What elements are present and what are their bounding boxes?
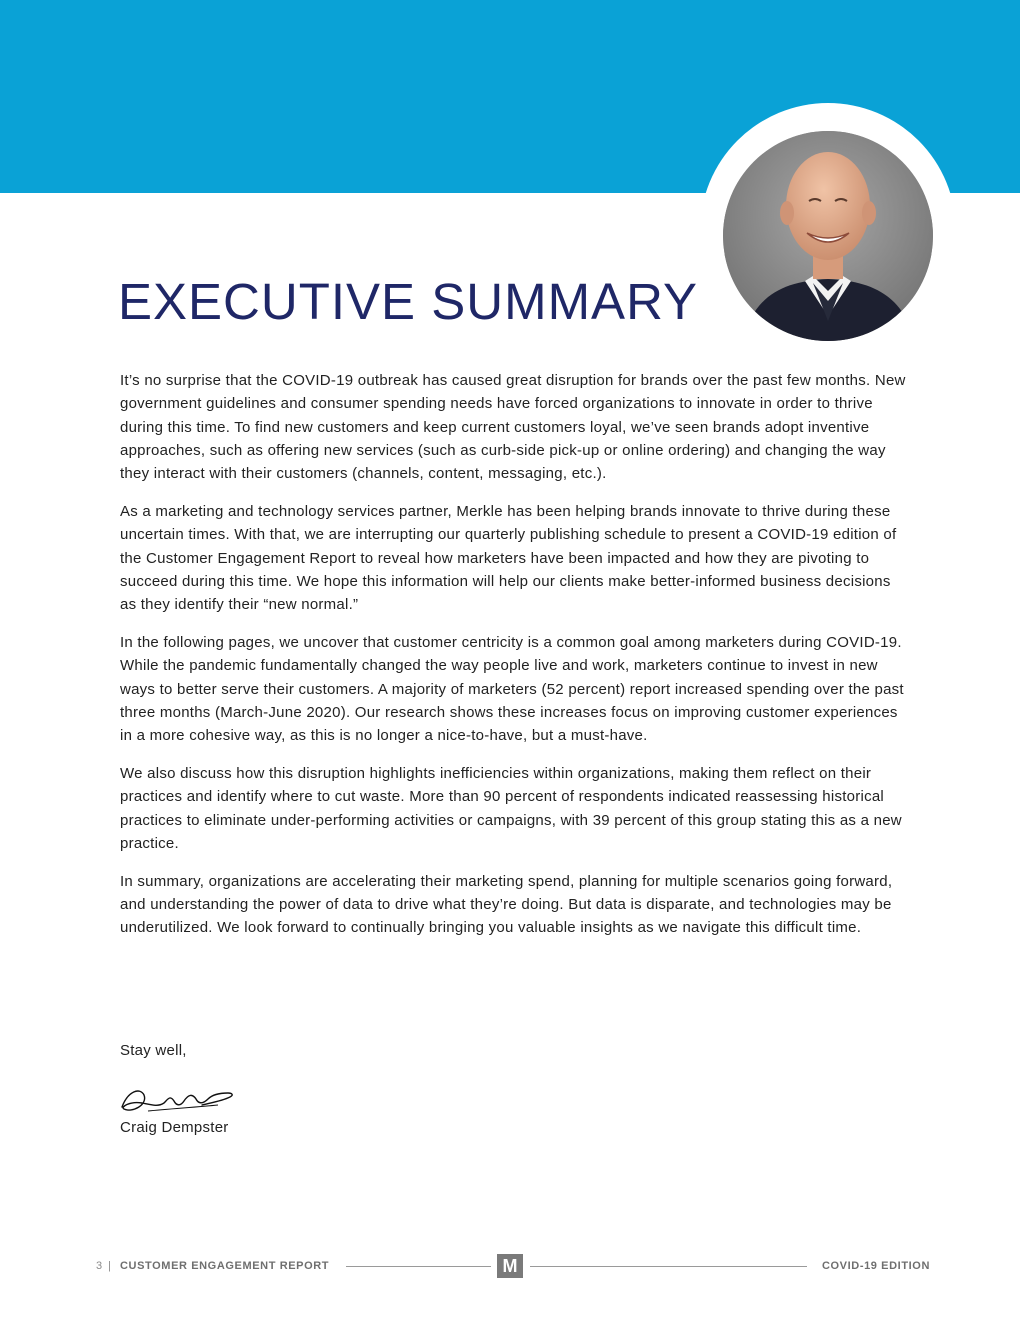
edition-label: COVID-19 EDITION bbox=[821, 1260, 930, 1272]
paragraph: It’s no surprise that the COVID-19 outbreak has caused great disruption for brands over the past few months. New government guidelines and consumer spending needs have forced organizations to innovate in order to thrive during this time. To find new customers and keep current customers loyal, we’ve seen brands adopt inventive approaches, such as offering new services (such as curb-side pick-up or online ordering) and changing the way they interact with their customers (channels, content, messaging, etc.). bbox=[120, 372, 906, 483]
paragraph: We also discuss how this disruption highlights inefficiencies within organizations, making them reflect on their practices and identify where to cut waste. More than 90 percent of respondents indicated reassessing historical practices to eliminate under-performing activities or campaigns, with 39 percent of this group stating this as a new practice. bbox=[120, 764, 902, 852]
author-portrait bbox=[723, 131, 933, 341]
footer-separator: | bbox=[108, 1260, 111, 1272]
signature bbox=[118, 1083, 240, 1119]
paragraph: In summary, organizations are accelerating their marketing spend, planning for multiple scenarios going forward, and understanding the power of data to drive what they’re doing. But data is disparate, and technologies may be underutilized. We look forward to continually bringing you valuable insights as we navigate this difficult time. bbox=[120, 872, 893, 937]
sign-off: Stay well, bbox=[120, 1042, 187, 1059]
footer-rule-right bbox=[530, 1266, 807, 1267]
page-title: EXECUTIVE SUMMARY bbox=[118, 273, 698, 330]
page-number: 3 bbox=[96, 1260, 103, 1272]
signer-name: Craig Dempster bbox=[120, 1119, 229, 1136]
report-name: CUSTOMER ENGAGEMENT REPORT bbox=[120, 1260, 330, 1272]
merkle-logo-icon: M bbox=[497, 1254, 523, 1278]
paragraph: As a marketing and technology services partner, Merkle has been helping brands innovate to thrive during these uncertain times. With that, we are interrupting our quarterly publishing schedule to present a COVID-19 edition of the Customer Engagement Report to reveal how marketers have been impacted and how they are pivoting to succeed during this time. We hope this information will help our clients make better-informed business decisions as they identify their “new normal.” bbox=[120, 502, 897, 614]
footer-rule-left bbox=[346, 1266, 491, 1267]
body-text bbox=[120, 369, 910, 954]
page-footer bbox=[0, 1250, 1020, 1284]
paragraph: In the following pages, we uncover that customer centricity is a common goal among marketers during COVID-19. While the pandemic fundamentally changed the way people live and work, marketers continue to invest in new ways to better serve their customers. A majority of marketers (52 percent) report increased spending over the past three months (March-June 2020). Our research shows these increases focus on improving customer experiences in a more cohesive way, as this is no longer a nice-to-have, but a must-have. bbox=[120, 633, 904, 745]
